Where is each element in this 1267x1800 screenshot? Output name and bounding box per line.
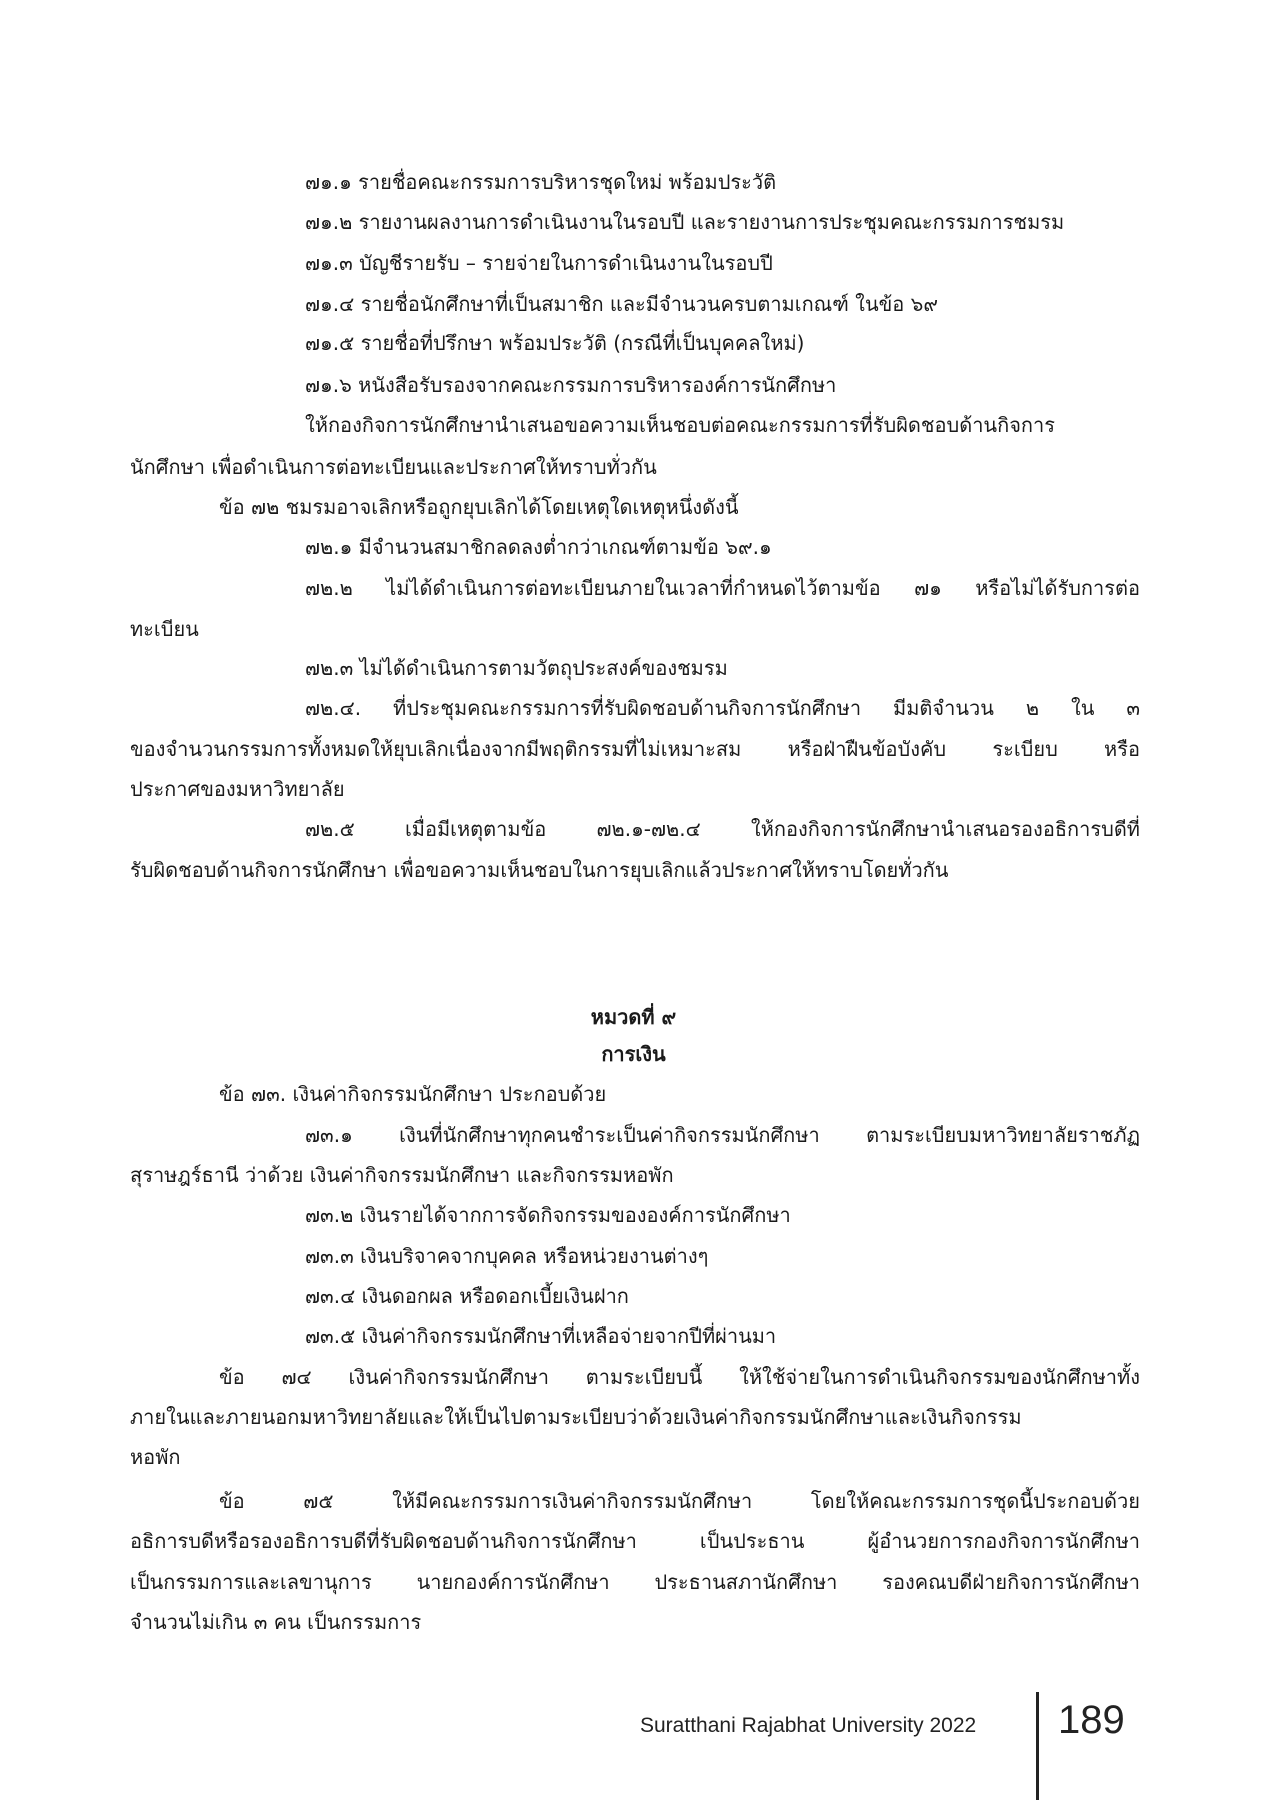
list-item: ๗๓.๒ เงินรายได้จากการจัดกิจกรรมขององค์การนักศึกษา <box>305 1203 791 1227</box>
clause-title: ข้อ ๗๓. เงินค่ากิจกรรมนักศึกษา ประกอบด้วย <box>219 1082 607 1106</box>
list-item: ๗๒.๒ ไม่ได้ดำเนินการต่อทะเบียนภายในเวลาที่กำหนดไว้ตามข้อ ๗๑ หรือไม่ได้รับการต่อ <box>305 576 1140 600</box>
paragraph-line: ภายในและภายนอกมหาวิทยาลัยและให้เป็นไปตามระเบียบว่าด้วยเงินค่ากิจกรรมนักศึกษาและเงินกิจกรรม <box>130 1405 1022 1429</box>
list-item: ๗๒.๓ ไม่ได้ดำเนินการตามวัตถุประสงค์ของชมรม <box>305 656 728 680</box>
list-item: ๗๑.๑ รายชื่อคณะกรรมการบริหารชุดใหม่ พร้อมประวัติ <box>305 170 777 194</box>
clause-title: ข้อ ๗๒ ชมรมอาจเลิกหรือถูกยุบเลิกได้โดยเหตุใดเหตุหนึ่งดังนี้ <box>219 495 739 519</box>
page-number: 189 <box>1058 1698 1125 1742</box>
footer-publisher: Suratthani Rajabhat University 2022 <box>640 1714 977 1737</box>
list-item: ๗๑.๖ หนังสือรับรองจากคณะกรรมการบริหารองค์การนักศึกษา <box>305 373 837 397</box>
list-item: ๗๓.๑ เงินที่นักศึกษาทุกคนชำระเป็นค่ากิจกรรมนักศึกษา ตามระเบียบมหาวิทยาลัยราชภัฏ <box>305 1123 1140 1147</box>
paragraph-line: หอพัก <box>130 1445 181 1469</box>
list-item: ๗๓.๓ เงินบริจาคจากบุคคล หรือหน่วยงานต่างๆ <box>305 1244 709 1268</box>
list-item: ๗๒.๔. ที่ประชุมคณะกรรมการที่รับผิดชอบด้านกิจการนักศึกษา มีมติจำนวน ๒ ใน ๓ <box>305 696 1140 720</box>
paragraph-line: ของจำนวนกรรมการทั้งหมดให้ยุบเลิกเนื่องจากมีพฤติกรรมที่ไม่เหมาะสม หรือฝ่าฝืนข้อบังคับ ระเบียบ หรือ <box>130 737 1140 761</box>
list-item: ๗๑.๓ บัญชีรายรับ – รายจ่ายในการดำเนินงานในรอบปี <box>305 251 773 275</box>
list-item: ๗๑.๕ รายชื่อที่ปรึกษา พร้อมประวัติ (กรณีที่เป็นบุคคลใหม่) <box>305 331 805 355</box>
list-item: ๗๑.๔ รายชื่อนักศึกษาที่เป็นสมาชิก และมีจำนวนครบตามเกณฑ์ ในข้อ ๖๙ <box>305 292 939 316</box>
list-item: ๗๓.๔ เงินดอกผล หรือดอกเบี้ยเงินฝาก <box>305 1284 629 1308</box>
list-item: ๗๓.๕ เงินค่ากิจกรรมนักศึกษาที่เหลือจ่ายจากปีที่ผ่านมา <box>305 1324 777 1348</box>
paragraph-line: ข้อ ๗๕ ให้มีคณะกรรมการเงินค่ากิจกรรมนักศึกษา โดยให้คณะกรรมการชุดนี้ประกอบด้วย <box>219 1489 1140 1513</box>
paragraph-line: ข้อ ๗๔ เงินค่ากิจกรรมนักศึกษา ตามระเบียบนี้ ให้ใช้จ่ายในการดำเนินกิจกรรมของนักศึกษาทั้ง <box>219 1365 1140 1389</box>
chapter-number: หมวดที่ ๙ <box>590 1005 677 1029</box>
paragraph-line: ประกาศของมหาวิทยาลัย <box>130 777 345 801</box>
footer-divider <box>1036 1692 1039 1800</box>
paragraph-line: จำนวนไม่เกิน ๓ คน เป็นกรรมการ <box>130 1610 422 1634</box>
list-item: ๗๒.๕ เมื่อมีเหตุตามข้อ ๗๒.๑-๗๒.๔ ให้กองกิจการนักศึกษานำเสนอรองอธิการบดีที่ <box>305 817 1140 841</box>
paragraph-line: ให้กองกิจการนักศึกษานำเสนอขอความเห็นชอบต่อคณะกรรมการที่รับผิดชอบด้านกิจการ <box>305 413 1055 437</box>
paragraph-line: เป็นกรรมการและเลขานุการ นายกองค์การนักศึกษา ประธานสภานักศึกษา รองคณบดีฝ่ายกิจการนักศึกษา <box>130 1570 1140 1594</box>
list-item: ๗๑.๒ รายงานผลงานการดำเนินงานในรอบปี และรายงานการประชุมคณะกรรมการชมรม <box>305 210 1065 234</box>
paragraph-line: สุราษฎร์ธานี ว่าด้วย เงินค่ากิจกรรมนักศึกษา และกิจกรรมหอพัก <box>130 1163 674 1187</box>
list-item: ๗๒.๑ มีจำนวนสมาชิกลดลงต่ำกว่าเกณฑ์ตามข้อ ๖๙.๑ <box>305 535 772 559</box>
paragraph-line: อธิการบดีหรือรองอธิการบดีที่รับผิดชอบด้านกิจการนักศึกษา เป็นประธาน ผู้อำนวยการกองกิจการนักศึกษา <box>130 1529 1140 1553</box>
paragraph-line: รับผิดชอบด้านกิจการนักศึกษา เพื่อขอความเห็นชอบในการยุบเลิกแล้วประกาศให้ทราบโดยทั่วกัน <box>130 858 949 882</box>
chapter-title: การเงิน <box>601 1042 666 1066</box>
paragraph-line: นักศึกษา เพื่อดำเนินการต่อทะเบียนและประกาศให้ทราบทั่วกัน <box>130 455 657 479</box>
paragraph-line: ทะเบียน <box>130 617 199 641</box>
